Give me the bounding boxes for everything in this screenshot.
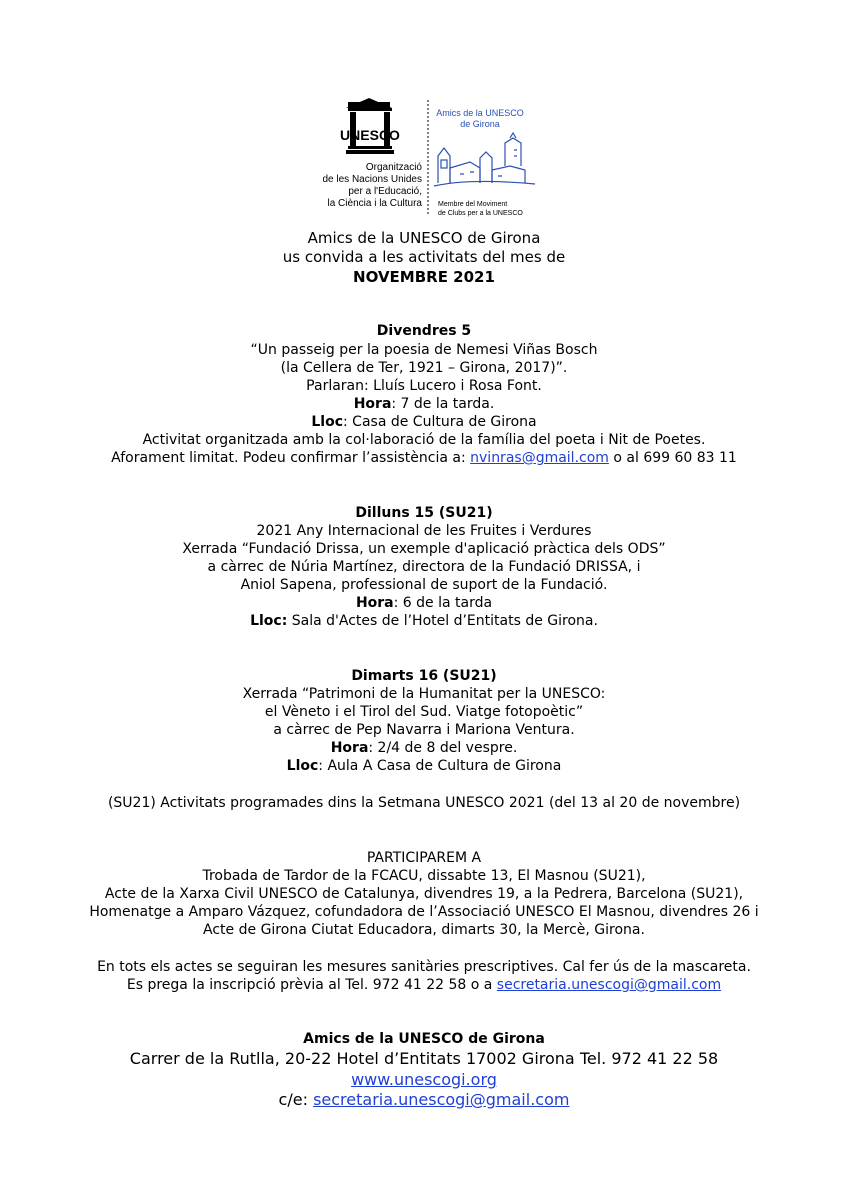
org-line-4: la Ciència i la Cultura [327, 198, 422, 209]
event1-date: Divendres 5 [376, 323, 472, 339]
club-line-2: de Clubs per a la UNESCO [438, 210, 523, 217]
measures-line-2-prefix: Es prega la inscripció prèvia al Tel. 972 41 22 58 o a [126, 977, 497, 993]
event1-hora-label: Hora [353, 396, 392, 412]
event3-line-3: a càrrec de Pep Navarra i Mariona Ventura. [273, 722, 575, 738]
footer-email-line [0, 1089, 848, 1110]
org-line-3: per a l'Educació, [348, 186, 422, 197]
event2-line-3: a càrrec de Núria Martínez, directora de la Fundació DRISSA, i [207, 559, 641, 575]
event2-line-2: Xerrada “Fundació Drissa, un exemple d'aplicació pràctica dels ODS” [182, 541, 666, 557]
unesco-wordmark: UNESCO [340, 127, 400, 143]
event1-hora [0, 395, 848, 413]
measures-email-link[interactable]: secretaria.unescogi@gmail.com [496, 977, 722, 993]
participate-item: Homenatge a Amparo Vázquez, cofundadora de l’Associació UNESCO El Masnou, divendres 26 i [89, 904, 759, 920]
footer-website-link[interactable]: www.unescogi.org [351, 1070, 497, 1089]
su21-note: (SU21) Activitats programades dins la Setmana UNESCO 2021 (del 13 al 20 de novembre) [107, 795, 741, 811]
event1-hora-value: : 7 de la tarda. [391, 396, 495, 412]
girona-sketch-icon [434, 133, 535, 186]
club-city: de Girona [460, 119, 500, 129]
footer-email-link[interactable]: secretaria.unescogi@gmail.com [313, 1090, 570, 1109]
event2-hora [0, 594, 848, 612]
header-month: NOVEMBRE 2021 [353, 268, 495, 286]
measures-line-2 [0, 976, 848, 994]
participate-item: Acte de la Xarxa Civil UNESCO de Catalunya, divendres 19, a la Pedrera, Barcelona (SU21), [104, 886, 744, 902]
footer-website-line [0, 1069, 848, 1090]
event1-title-2: (la Cellera de Ter, 1921 – Girona, 2017)”. [280, 360, 568, 376]
event3-line-2: el Vèneto i el Tirol del Sud. Viatge fotopoètic” [264, 704, 584, 720]
event3-hora [0, 739, 848, 757]
unesco-logo [310, 98, 550, 223]
event2-line-4: Aniol Sapena, professional de suport de la Fundació. [240, 577, 608, 593]
org-line-2: de les Nacions Unides [322, 174, 422, 185]
club-title: Amics de la UNESCO [436, 108, 524, 118]
event2-hora-value: : 6 de la tarda [393, 595, 493, 611]
footer-email-prefix: c/e: [278, 1090, 314, 1109]
org-line-1: Organització [365, 162, 422, 173]
event3-line-1: Xerrada “Patrimoni de la Humanitat per la UNESCO: [242, 686, 606, 702]
event1-note-2-prefix: Aforament limitat. Podeu confirmar l’assistència a: [111, 450, 471, 466]
event1-note-2 [0, 449, 848, 467]
event3-hora-value: : 2/4 de 8 del vespre. [368, 740, 518, 756]
event2-lloc-value: Sala d'Actes de l’Hotel d’Entitats de Girona. [287, 613, 598, 629]
event1-speakers: Parlaran: Lluís Lucero i Rosa Font. [306, 378, 542, 394]
participate-item: Trobada de Tardor de la FCACU, dissabte 13, El Masnou (SU21), [202, 868, 646, 884]
footer-address: Carrer de la Rutlla, 20-22 Hotel d’Entitats 17002 Girona Tel. 972 41 22 58 [129, 1049, 719, 1068]
header-line-2: us convida a les activitats del mes de [282, 248, 566, 266]
measures-line-1: En tots els actes se seguiran les mesures sanitàries prescriptives. Cal fer ús de la mascareta. [97, 959, 751, 975]
event3-hora-label: Hora [330, 740, 369, 756]
event1-lloc-value: : Casa de Cultura de Girona [343, 414, 537, 430]
event3-lloc-label: Lloc [286, 758, 319, 774]
event2-line-1: 2021 Any Internacional de les Fruites i Verdures [256, 523, 592, 539]
event2-lloc [0, 612, 848, 630]
event1-lloc [0, 413, 848, 431]
event1-title-1: “Un passeig per la poesia de Nemesi Viñas Bosch [250, 342, 598, 358]
event1-lloc-label: Lloc [311, 414, 343, 430]
event1-note-1: Activitat organitzada amb la col·laboració de la família del poeta i Nit de Poetes. [142, 432, 706, 448]
event1-note-2-suffix: o al 699 60 83 11 [608, 450, 737, 466]
event2-lloc-label: Lloc: [250, 613, 288, 629]
event2-hora-label: Hora [355, 595, 394, 611]
footer-org: Amics de la UNESCO de Girona [303, 1031, 545, 1047]
participate-item: Acte de Girona Ciutat Educadora, dimarts 30, la Mercè, Girona. [203, 922, 645, 938]
header-line-1: Amics de la UNESCO de Girona [307, 229, 541, 247]
event3-lloc-value: : Aula A Casa de Cultura de Girona [318, 758, 562, 774]
event2-date: Dilluns 15 (SU21) [355, 505, 493, 521]
participate-title: PARTICIPAREM A [366, 850, 482, 866]
event3-lloc [0, 757, 848, 775]
club-line-1: Membre del Moviment [438, 201, 508, 208]
logo-block [310, 98, 550, 223]
event3-date: Dimarts 16 (SU21) [351, 668, 497, 684]
event1-email-link[interactable]: nvinras@gmail.com [470, 450, 609, 466]
